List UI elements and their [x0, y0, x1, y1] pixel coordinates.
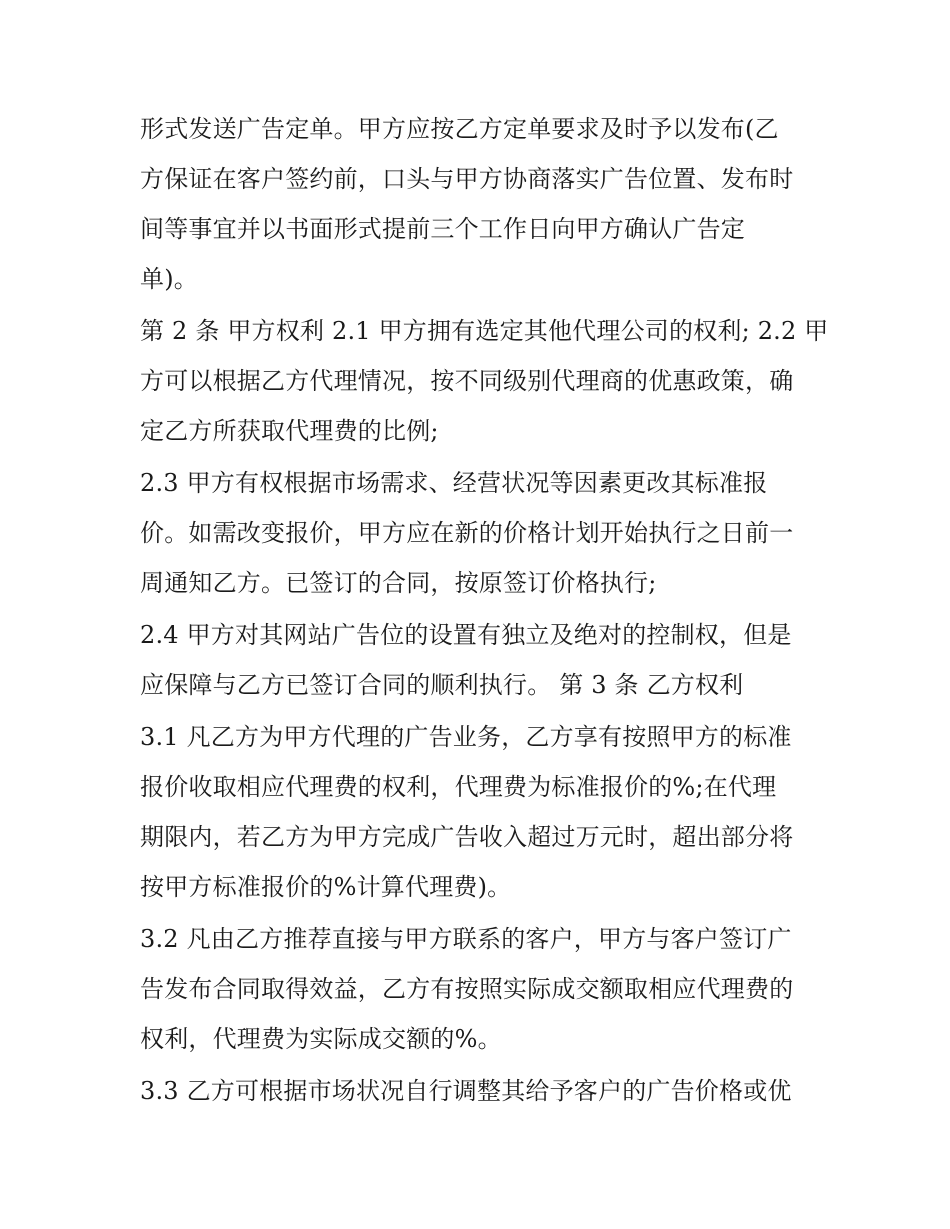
- text-line: 告发布合同取得效益，乙方有按照实际成交额取相应代理费的: [140, 975, 794, 1003]
- text-line: 方保证在客户签约前，口头与甲方协商落实广告位置、发布时: [140, 165, 794, 193]
- text-line: 权利，代理费为实际成交额的%。: [140, 1025, 502, 1053]
- text-line: 第 2 条 甲方权利 2.1 甲方拥有选定其他代理公司的权利; 2.2 甲: [140, 317, 829, 345]
- text-line: 2.4 甲方对其网站广告位的设置有独立及绝对的控制权，但是: [140, 621, 792, 649]
- text-line: 价。如需改变报价，甲方应在新的价格计划开始执行之日前一: [140, 519, 794, 547]
- text-line: 报价收取相应代理费的权利，代理费为标准报价的%;在代理: [140, 773, 777, 801]
- text-line: 形式发送广告定单。甲方应按乙方定单要求及时予以发布(乙: [140, 115, 779, 143]
- text-line: 应保障与乙方已签订合同的顺利执行。 第 3 条 乙方权利: [140, 671, 744, 699]
- text-line: 周通知乙方。已签订的合同，按原签订价格执行;: [140, 569, 657, 597]
- text-line: 间等事宜并以书面形式提前三个工作日向甲方确认广告定: [140, 215, 745, 243]
- text-line: 2.3 甲方有权根据市场需求、经营状况等因素更改其标准报: [140, 469, 768, 497]
- text-line: 方可以根据乙方代理情况，按不同级别代理商的优惠政策，确: [140, 367, 794, 395]
- text-line: 3.3 乙方可根据市场状况自行调整其给予客户的广告价格或优: [140, 1077, 792, 1105]
- text-line: 按甲方标准报价的%计算代理费)。: [140, 873, 512, 901]
- text-line: 定乙方所获取代理费的比例;: [140, 417, 439, 445]
- text-line: 期限内，若乙方为甲方完成广告收入超过万元时，超出部分将: [140, 823, 794, 851]
- text-line: 单)。: [140, 265, 198, 293]
- text-line: 3.2 凡由乙方推荐直接与甲方联系的客户，甲方与客户签订广: [140, 925, 792, 953]
- text-line: 3.1 凡乙方为甲方代理的广告业务，乙方享有按照甲方的标准: [140, 723, 792, 751]
